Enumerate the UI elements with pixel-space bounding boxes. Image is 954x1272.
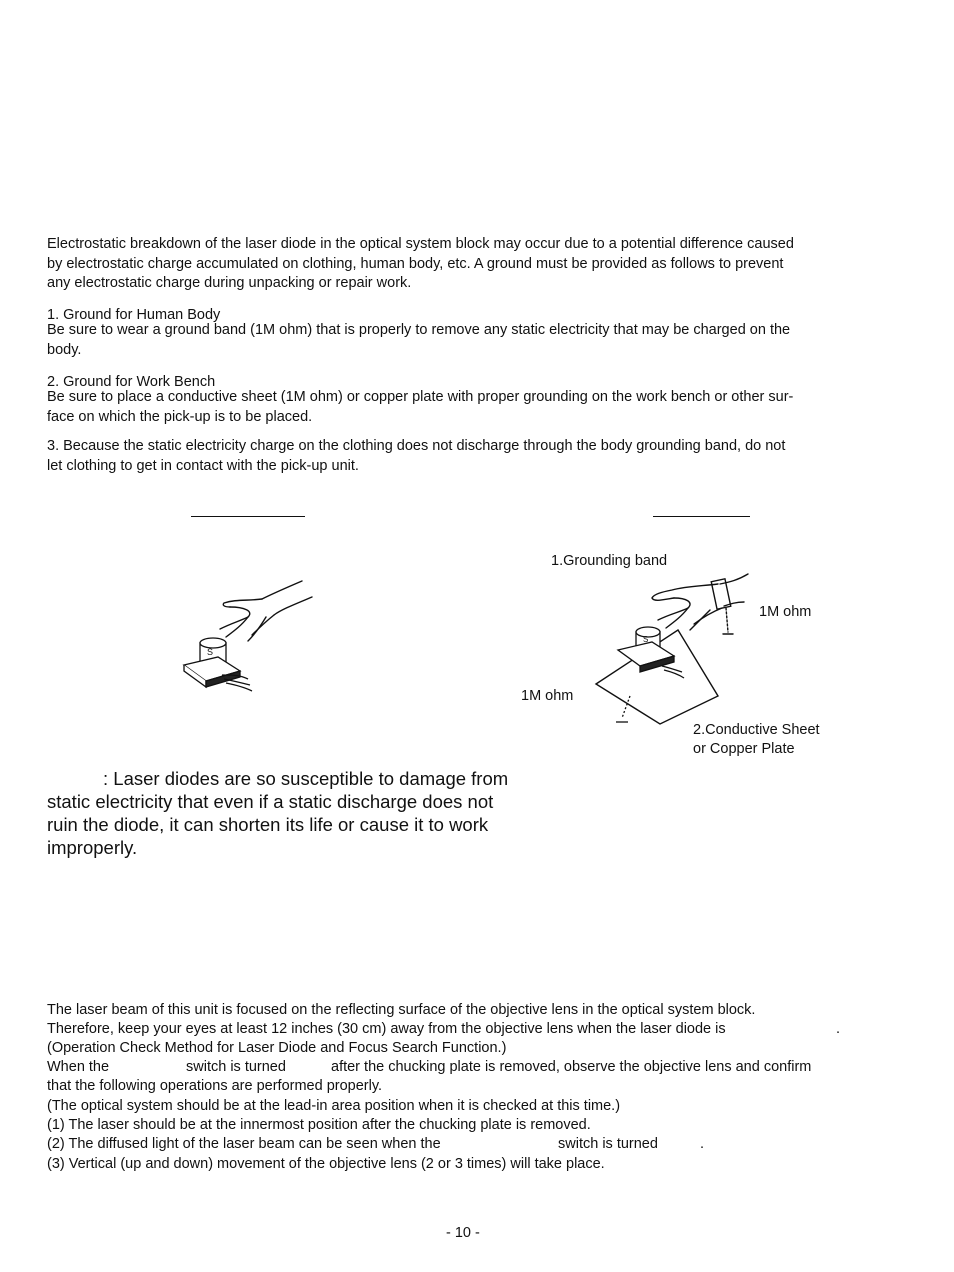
note-line-1: : Laser diodes are so susceptible to damage from <box>103 768 509 789</box>
item1-heading: 1. Ground for Human Body <box>47 307 221 323</box>
intro-line-3: any electrostatic charge during unpacking or repair work. <box>47 275 412 291</box>
laser-line-8-c: . <box>700 1136 705 1152</box>
item1-line-2: body. <box>47 342 82 358</box>
laser-line-7: (1) The laser should be at the innermost position after the chucking plate is removed. <box>47 1117 591 1133</box>
note-line-2: static electricity that even if a static discharge does not <box>47 791 494 812</box>
item3-line-1: 3. Because the static electricity charge on the clothing does not discharge through the body grounding band, do not <box>47 438 786 454</box>
grounding-band-label: 1.Grounding band <box>551 553 668 569</box>
laser-line-4-c: after the chucking plate is removed, observe the objective lens and confirm <box>331 1059 812 1075</box>
item2-line-2: face on which the pick-up is to be placed. <box>47 409 313 425</box>
page-number: - 10 - <box>446 1225 480 1241</box>
laser-line-9: (3) Vertical (up and down) movement of the objective lens (2 or 3 times) will take place. <box>47 1156 605 1172</box>
pickup-mark: S <box>207 647 214 657</box>
note-line-4: improperly. <box>47 837 138 858</box>
item3-line-2: let clothing to get in contact with the pick-up unit. <box>47 458 359 474</box>
item2-heading: 2. Ground for Work Bench <box>47 374 216 390</box>
laser-line-2: Therefore, keep your eyes at least 12 inches (30 cm) away from the objective lens when the laser diode is <box>47 1021 726 1037</box>
band-resistance-label: 1M ohm <box>759 604 812 620</box>
laser-line-6: (The optical system should be at the lead-in area position when it is checked at this time.) <box>47 1098 621 1114</box>
laser-line-4-a: When the <box>47 1059 110 1075</box>
sheet-resistance-label: 1M ohm <box>521 688 574 704</box>
right-figure-heading-underline <box>653 516 750 517</box>
laser-line-1: The laser beam of this unit is focused on the reflecting surface of the objective lens in the optical system block. <box>47 1002 756 1018</box>
item2-line-1: Be sure to place a conductive sheet (1M ohm) or copper plate with proper grounding on the work bench or other sur- <box>47 389 794 405</box>
laser-line-3: (Operation Check Method for Laser Diode and Focus Search Function.) <box>47 1040 507 1056</box>
copper-plate-label: or Copper Plate <box>693 741 795 757</box>
laser-line-8-a: (2) The diffused light of the laser beam can be seen when the <box>47 1136 441 1152</box>
laser-line-8-b: switch is turned <box>558 1136 658 1152</box>
intro-line-1: Electrostatic breakdown of the laser diode in the optical system block may occur due to a potential difference caused <box>47 236 794 252</box>
item1-line-1: Be sure to wear a ground band (1M ohm) that is properly to remove any static electricity that may be charged on the <box>47 322 791 338</box>
intro-line-2: by electrostatic charge accumulated on clothing, human body, etc. A ground must be provided as follows to prevent <box>47 256 784 272</box>
laser-line-5: that the following operations are performed properly. <box>47 1078 383 1094</box>
laser-line-4-b: switch is turned <box>186 1059 286 1075</box>
grounded-pickup-illustration <box>590 572 760 737</box>
left-figure-heading-underline <box>191 516 305 517</box>
laser-line-2-end: . <box>836 1021 841 1037</box>
note-line-3: ruin the diode, it can shorten its life or cause it to work <box>47 814 489 835</box>
conductive-sheet-label: 2.Conductive Sheet <box>693 722 820 738</box>
svg-text:S: S <box>643 635 649 644</box>
ungrounded-pickup-illustration <box>178 575 328 700</box>
